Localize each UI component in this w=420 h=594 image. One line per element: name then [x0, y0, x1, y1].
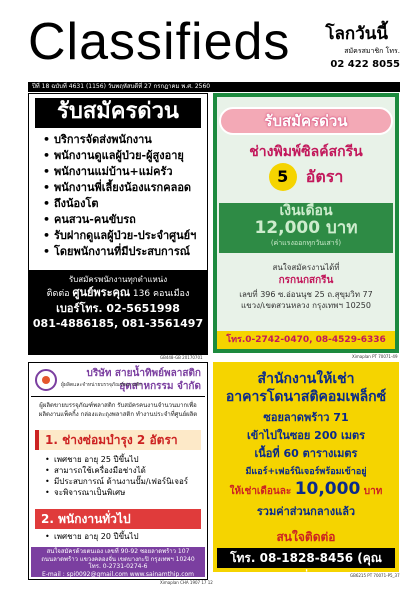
ad4-area: เนื้อที่ 60 ตารางเมตร	[254, 447, 358, 460]
ad4-headline-line2: อาคารโดนาสติคอมเพล็กซ์	[225, 389, 387, 405]
ad4-code: GB6215 PT 70071-P5_37	[350, 573, 400, 578]
ad3-position-2: 2. พนักงานทั่วไป	[35, 509, 201, 529]
section-title: Classifieds	[28, 13, 291, 71]
ad3-company-tagline: ผู้ผลิตและจำหน่ายบรรจุภัณฑ์พลาสติก	[61, 382, 143, 388]
ad2-phone-bar[interactable]: โทร.0-2742-0470, 08-4529-6336	[217, 331, 395, 349]
ad1-center-name: ศูนย์พระคุณ	[72, 286, 131, 299]
subscribe-label: สมัครสมาชิก โทร.	[344, 47, 400, 55]
ad3-footer-line1: สนใจสมัครด้วยตนเอง เลขที่ 90-92 ซอยลาดพร้าว 107	[46, 548, 190, 555]
ad2-count-unit: อัตรา	[305, 167, 344, 186]
ad4-amenities: มีแอร์+เฟอร์นิเจอร์พร้อมเข้าอยู่	[245, 467, 367, 477]
publisher-logo[interactable]: โลกวันนี้	[325, 24, 388, 44]
ad3-footer-web[interactable]: E-mail : spi0092@gmail.com www.sainamthip.com	[41, 570, 195, 578]
ad1-phone-line[interactable]: เบอร์โทร. 02-5651998	[56, 302, 180, 315]
ad4-price-suffix: บาท	[363, 486, 383, 497]
ad1-contact-suffix: 136 คอนเมือง	[132, 289, 190, 299]
list-item: • เพศชาย อายุ 25 ปีขึ้นไป	[45, 454, 201, 465]
list-item: • รับฝากดูแลผู้ป่วย-ประจำศูนย์ฯ	[43, 228, 199, 244]
ad1-headline: รับสมัครด่วน	[35, 98, 201, 128]
list-item: • ถึงน้องโต	[43, 196, 199, 212]
list-item: • คนสวน-คนขับรถ	[43, 212, 199, 228]
ad2-code: Ximaplan PT 70071-49	[352, 354, 398, 359]
ad-screen-printer-job[interactable]	[213, 93, 399, 353]
ad4-distance: เข้าไปในซอย 200 เมตร	[246, 429, 366, 442]
list-item: • พนักงานพี่เลี้ยงน้องแรกคลอด	[43, 180, 199, 196]
ad3-intro-text: ผู้ผลิตขายบรรจุภัณฑ์พลาสติก รับสมัครคนงานจำนวนมากเพื่อผลิตงานแพ็คกิ้ง กล่องและถุงพลาสติก ทำงานประจำที่ศูนย์ผลิต	[38, 402, 198, 418]
ad2-apply-label: สนใจสมัครงานได้ที่	[272, 263, 340, 272]
ad2-address-line2: แขวง/เขตสวนหลวง กรุงเทพฯ 10250	[241, 301, 371, 310]
ad1-contact-block	[29, 270, 207, 354]
ad2-company-name: กรกนกสกรีน	[278, 275, 334, 286]
ad2-address-line1: เลขที่ 396 ซ.อ่อนนุช 25 ถ.สุขุมวิท 77	[239, 290, 373, 299]
ad4-headline	[221, 370, 391, 406]
ad3-position-1: 1. ช่างซ่อมบำรุง 2 อัตรา	[35, 430, 201, 450]
ad-recruitment-agency[interactable]	[28, 93, 208, 355]
list-item: • เพศชาย อายุ 20 ปีขึ้นไป	[45, 531, 201, 542]
ad2-salary-note: (ค่าแรงออกทุกวันเสาร์)	[270, 239, 342, 247]
ad4-price	[219, 480, 393, 501]
ad4-price-amount: 10,000	[294, 479, 361, 499]
ad2-salary-amount: 12,000 บาท	[254, 218, 358, 238]
ad3-position-2-requirements	[45, 531, 201, 542]
list-item: • สามารถใช้เครื่องมือช่างได้	[45, 465, 201, 476]
ad1-code: GB448-GB 20170701	[160, 355, 203, 360]
ad4-price-prefix: ให้เช่าเดือนละ	[229, 486, 292, 497]
company-logo-icon	[35, 369, 57, 391]
ad-plastic-factory-job[interactable]	[28, 362, 208, 580]
masthead	[0, 0, 420, 80]
ad1-contact-prefix: ติดต่อ	[46, 289, 70, 299]
ad3-position-1-requirements	[45, 454, 201, 498]
ad1-foot-line2	[29, 286, 207, 301]
ad4-headline-line1: สำนักงานให้เช่า	[257, 371, 355, 387]
list-item: • มีประสบการณ์ ด้านงานปั๊ม/เฟอร์นิเจอร์	[45, 476, 201, 487]
ad4-apply-label: สนใจติดต่อ	[276, 530, 336, 544]
ad2-salary-block	[219, 203, 393, 253]
ad2-banner: รับสมัครด่วน	[219, 107, 393, 135]
issue-line: ปีที่ 18 ฉบับที่ 4631 (1156) วันพฤหัสบดีที่ 27 กรกฎาคม พ.ศ. 2560	[28, 82, 400, 92]
ad3-contact-footer	[31, 547, 205, 577]
ad2-count	[213, 163, 399, 191]
ad1-foot-line1: รับสมัครพนักงานทุกตำแหน่ง	[68, 275, 168, 284]
ad1-service-list	[43, 132, 199, 260]
ad3-company-name: บริษัท สายน้ำทิพย์พลาสติก อุตสาหกรรม จำกัด	[86, 368, 201, 392]
ad3-footer-line2: ถนนลาดพร้าว แขวงคลองจั่น เขตบางกะปิ กรุงเทพฯ 10240	[41, 555, 195, 563]
ad3-header	[31, 365, 205, 397]
ad2-job-title: ช่างพิมพ์ซิลค์สกรีน	[249, 144, 363, 160]
list-item: • พนักงานแม่บ้าน+แม่ครัว	[43, 164, 199, 180]
ad2-salary-label: เงินเดือน	[279, 203, 333, 219]
ad4-phone-bar[interactable]: โทร. 08-1828-8456 (คุณหนึ่ง)	[217, 548, 395, 568]
ad4-location: ซอยลาดพร้าว 71	[263, 411, 349, 424]
ad4-fee-note: รวมค่าส่วนกลางแล้ว	[256, 505, 356, 518]
ad1-mobile-line[interactable]: 081-4886185, 081-3561497	[32, 317, 204, 330]
ad3-code: Ximaplan CHA 1907 17 12	[160, 580, 213, 585]
list-item: • พนักงานดูแลผู้ป่วย-ผู้สูงอายุ	[43, 148, 199, 164]
ad3-footer-phone[interactable]: โทร. 0-2731-0274-6	[88, 563, 148, 570]
ad2-count-number: 5	[269, 163, 297, 191]
list-item: • จะพิจารณาเป็นพิเศษ	[45, 487, 201, 498]
list-item: • โดยพนักงานที่มีประสบการณ์	[43, 244, 199, 260]
list-item: • บริการจัดส่งพนักงาน	[43, 132, 199, 148]
subscribe-phone: 02 422 8055	[330, 59, 400, 70]
